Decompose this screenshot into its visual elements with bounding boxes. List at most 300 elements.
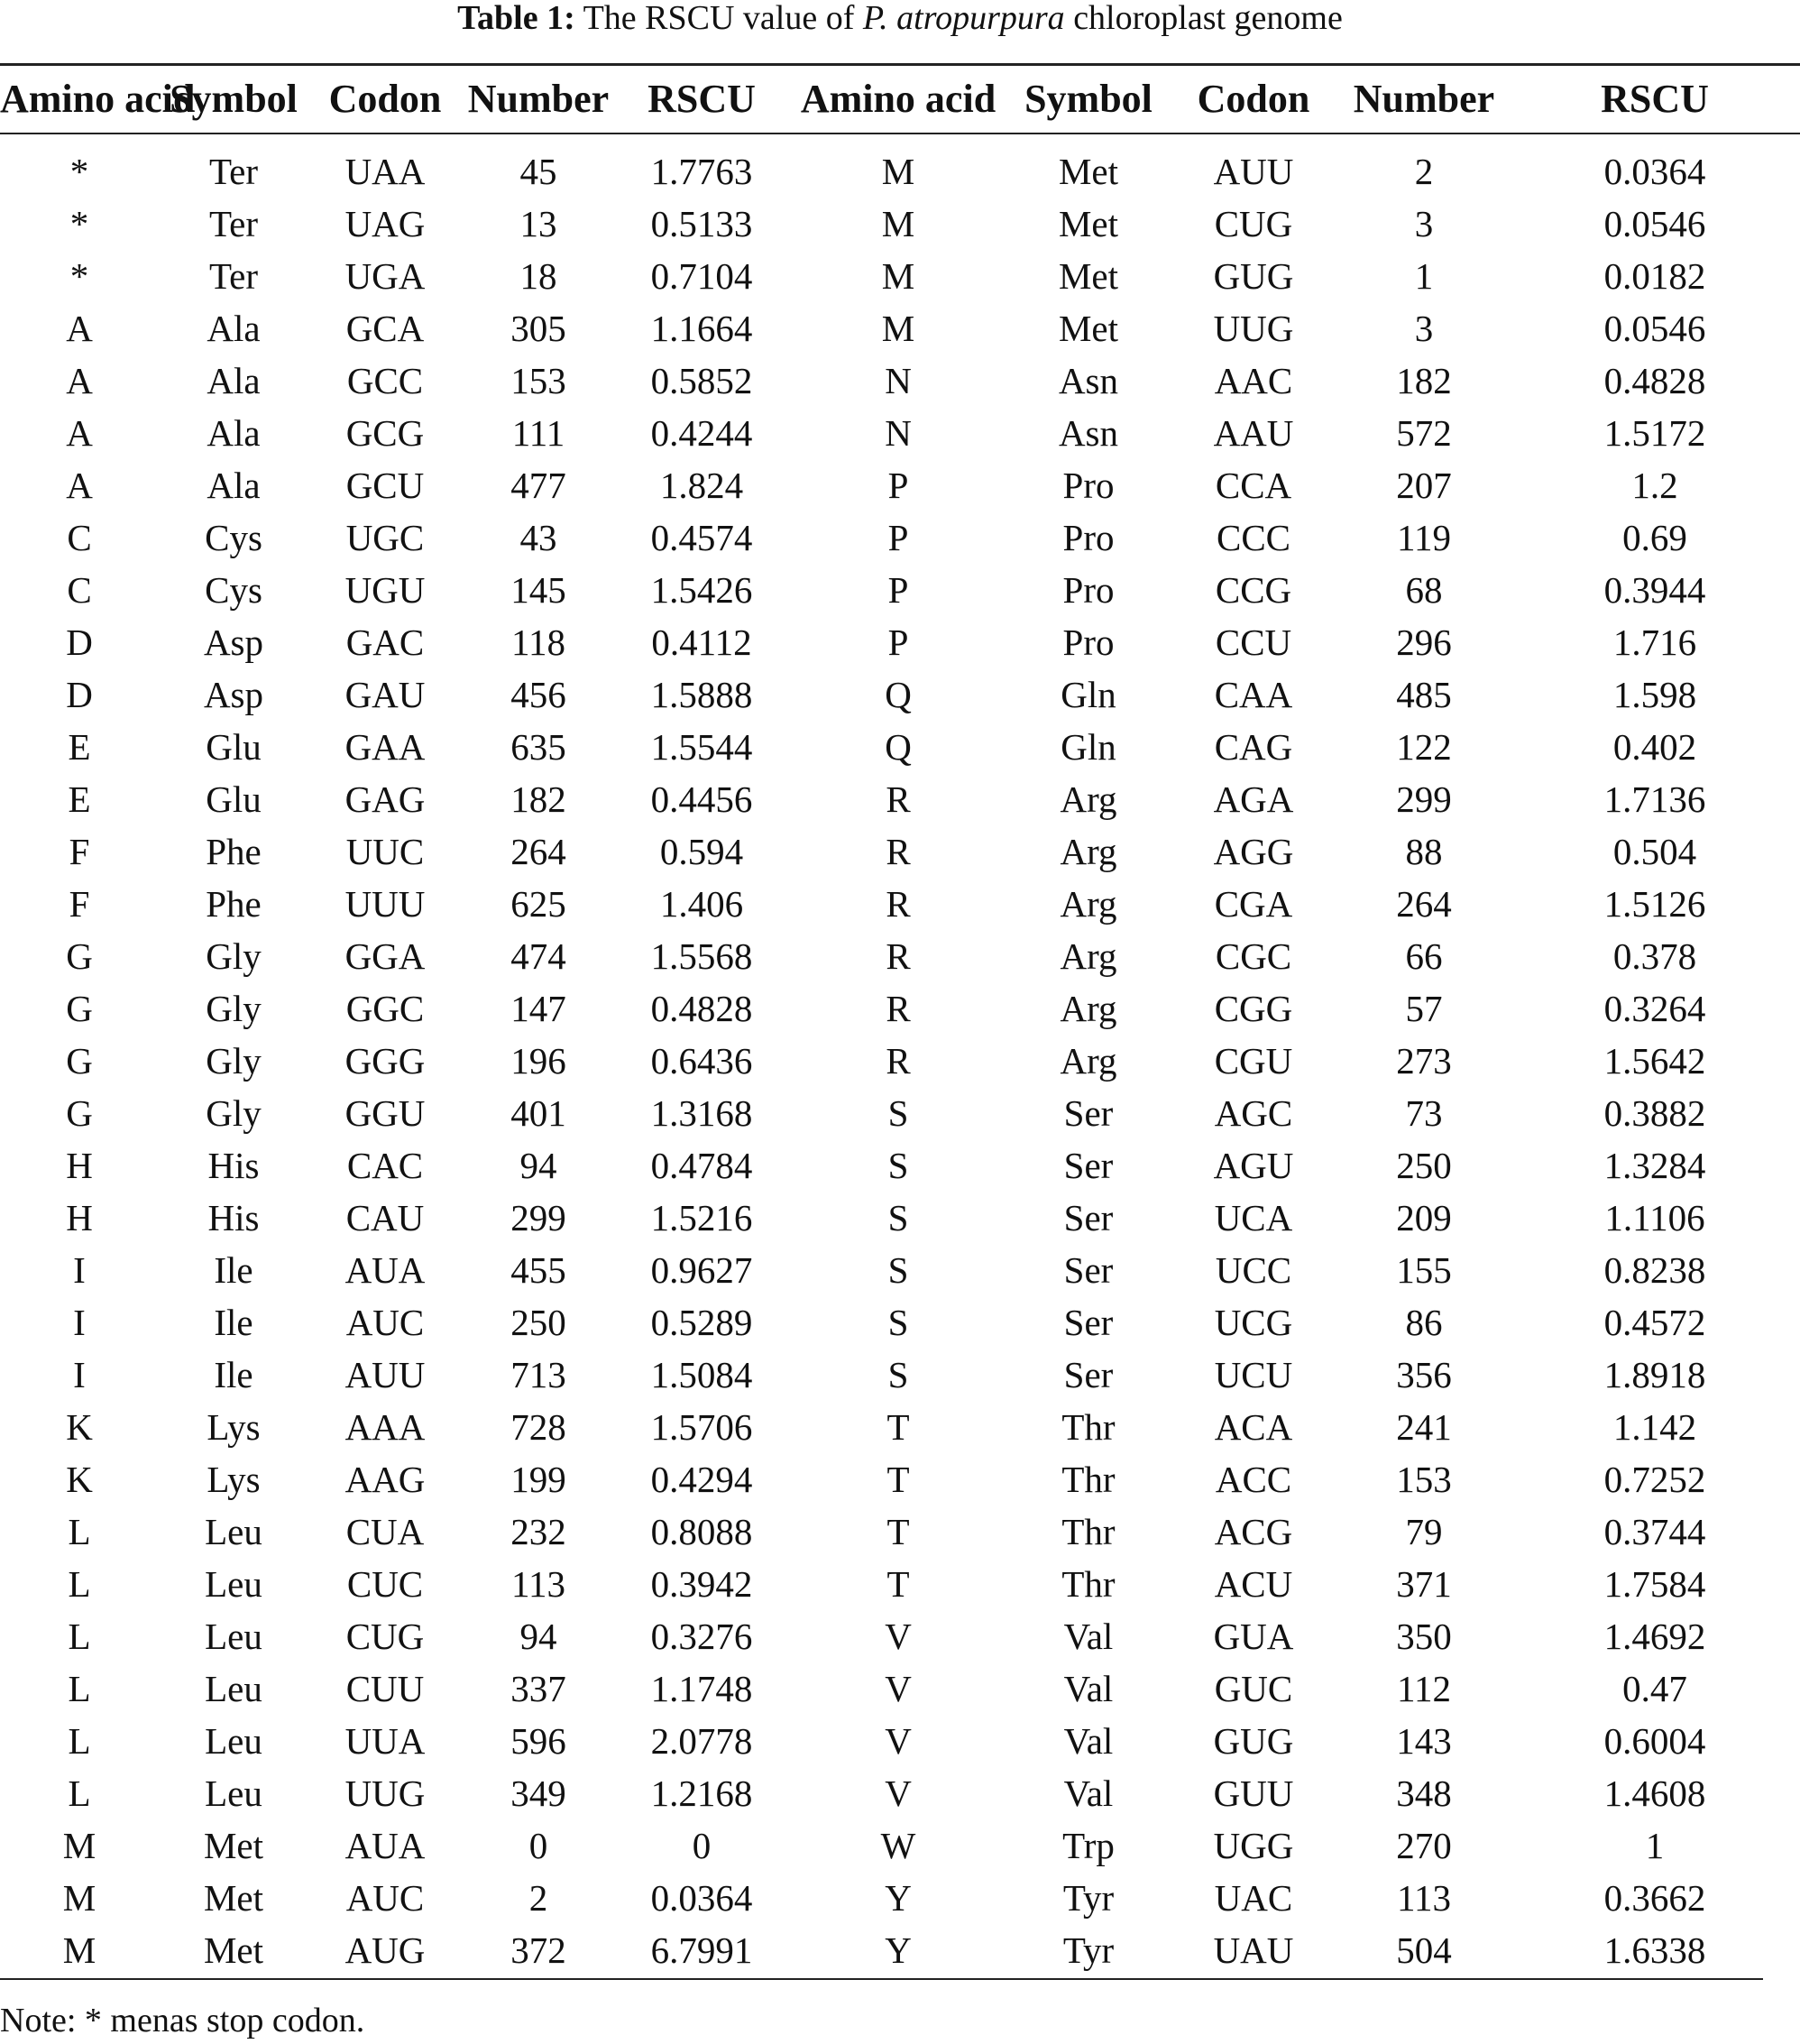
cell-amino-acid: D xyxy=(66,674,93,715)
cell-rscu-2: 0.0364 xyxy=(1603,151,1706,192)
cell-codon: GAU xyxy=(344,674,426,715)
header-symbol: Symbol xyxy=(170,77,298,121)
cell-number-2: 88 xyxy=(1405,831,1443,872)
cell-codon: CUG xyxy=(345,1616,425,1657)
cell-codon: GGU xyxy=(344,1092,426,1134)
cell-amino-acid: * xyxy=(69,203,89,244)
cell-symbol: Ile xyxy=(214,1249,253,1291)
cell-amino-acid-2: T xyxy=(886,1459,910,1500)
table-row xyxy=(0,1035,1800,1087)
cell-codon: AUG xyxy=(344,1929,426,1971)
cell-rscu-2: 1.8918 xyxy=(1603,1354,1706,1395)
cell-codon: UGU xyxy=(344,569,426,611)
cell-amino-acid: A xyxy=(66,465,93,506)
cell-amino-acid: L xyxy=(68,1668,91,1709)
cell-amino-acid-2: Y xyxy=(885,1929,912,1971)
cell-rscu: 1.5568 xyxy=(650,935,753,977)
cell-rscu-2: 0.3662 xyxy=(1603,1877,1706,1919)
cell-rscu-2: 1.142 xyxy=(1612,1406,1697,1448)
cell-rscu: 1.1664 xyxy=(650,308,753,349)
cell-codon-2: UAU xyxy=(1213,1929,1294,1971)
header-codon: Codon xyxy=(328,77,442,121)
table-row xyxy=(0,1087,1800,1139)
cell-amino-acid-2: S xyxy=(887,1249,909,1291)
cell-symbol-2: Ser xyxy=(1063,1145,1114,1186)
cell-number-2: 270 xyxy=(1396,1825,1452,1866)
caption-species: P. atropurpura xyxy=(862,0,1065,37)
cell-codon: UUA xyxy=(344,1720,426,1762)
cell-symbol-2: Ser xyxy=(1063,1092,1114,1134)
cell-number: 305 xyxy=(510,308,566,349)
cell-rscu-2: 0.4572 xyxy=(1603,1302,1706,1343)
cell-symbol-2: Met xyxy=(1058,151,1119,192)
cell-symbol: Glu xyxy=(206,778,262,820)
cell-codon-2: AUU xyxy=(1213,151,1294,192)
cell-amino-acid-2: S xyxy=(887,1092,909,1134)
cell-codon-2: UCG xyxy=(1214,1302,1293,1343)
cell-rscu-2: 0.3264 xyxy=(1603,988,1706,1029)
cell-codon-2: CUG xyxy=(1214,203,1293,244)
cell-amino-acid: A xyxy=(66,308,93,349)
cell-rscu: 0.3942 xyxy=(650,1563,753,1605)
cell-rscu: 1.1748 xyxy=(650,1668,753,1709)
header-codon-2: Codon xyxy=(1197,77,1310,121)
cell-codon: CUC xyxy=(346,1563,424,1605)
cell-symbol: Ter xyxy=(208,151,259,192)
cell-symbol: His xyxy=(207,1145,260,1186)
cell-codon-2: CGG xyxy=(1214,988,1293,1029)
table-row xyxy=(0,1924,1800,1976)
cell-number-2: 296 xyxy=(1396,621,1452,663)
cell-codon-2: AGU xyxy=(1213,1145,1294,1186)
cell-number: 372 xyxy=(510,1929,566,1971)
cell-codon-2: ACA xyxy=(1214,1406,1293,1448)
cell-symbol-2: Ser xyxy=(1063,1249,1114,1291)
cell-amino-acid: H xyxy=(66,1145,93,1186)
cell-number: 401 xyxy=(510,1092,566,1134)
cell-rscu-2: 1.1106 xyxy=(1604,1197,1705,1238)
cell-rscu: 1.3168 xyxy=(650,1092,753,1134)
cell-rscu-2: 1.7136 xyxy=(1603,778,1706,820)
cell-symbol: His xyxy=(207,1197,260,1238)
cell-amino-acid-2: R xyxy=(886,831,911,872)
cell-amino-acid-2: T xyxy=(886,1406,910,1448)
cell-amino-acid-2: R xyxy=(886,1040,911,1082)
cell-amino-acid-2: V xyxy=(885,1720,912,1762)
cell-rscu: 1.7763 xyxy=(650,151,753,192)
cell-amino-acid-2: R xyxy=(886,935,911,977)
cell-number: 596 xyxy=(510,1720,566,1762)
cell-rscu: 0.3276 xyxy=(650,1616,753,1657)
cell-codon: UUG xyxy=(344,1772,426,1814)
cell-codon-2: UGG xyxy=(1213,1825,1294,1866)
cell-symbol-2: Pro xyxy=(1062,569,1115,611)
cell-number-2: 66 xyxy=(1405,935,1443,977)
cell-amino-acid-2: V xyxy=(885,1668,912,1709)
cell-amino-acid: C xyxy=(67,569,92,611)
caption-text-after: chloroplast genome xyxy=(1064,0,1343,37)
cell-amino-acid: A xyxy=(66,360,93,401)
cell-symbol: Asp xyxy=(203,674,264,715)
cell-codon: AUA xyxy=(344,1825,426,1866)
cell-codon-2: CGA xyxy=(1214,883,1293,925)
cell-amino-acid: E xyxy=(68,726,91,768)
header-amino-acid: Amino acid xyxy=(0,77,196,121)
cell-number-2: 122 xyxy=(1396,726,1452,768)
table-row xyxy=(0,1139,1800,1192)
table-row xyxy=(0,930,1800,982)
cell-codon: UAA xyxy=(344,151,426,192)
cell-codon: AUC xyxy=(345,1302,425,1343)
table-row xyxy=(0,511,1800,564)
cell-number-2: 250 xyxy=(1396,1145,1452,1186)
cell-codon: UUC xyxy=(345,831,425,872)
cell-rscu-2: 0.3744 xyxy=(1603,1511,1706,1552)
cell-amino-acid: L xyxy=(68,1511,91,1552)
table-row xyxy=(0,1453,1800,1505)
cell-amino-acid: G xyxy=(66,1092,93,1134)
cell-codon: AUC xyxy=(345,1877,425,1919)
cell-amino-acid-2: M xyxy=(881,255,915,297)
cell-number-2: 350 xyxy=(1396,1616,1452,1657)
cell-rscu: 0 xyxy=(692,1825,712,1866)
cell-number: 94 xyxy=(519,1616,557,1657)
cell-amino-acid-2: T xyxy=(886,1511,910,1552)
cell-codon: CAC xyxy=(346,1145,424,1186)
cell-amino-acid: I xyxy=(73,1249,86,1291)
header-amino-acid-2: Amino acid xyxy=(800,77,996,121)
cell-symbol-2: Asn xyxy=(1058,360,1119,401)
cell-codon-2: CCC xyxy=(1216,517,1291,558)
cell-amino-acid-2: Q xyxy=(885,726,912,768)
table-row xyxy=(0,616,1800,668)
cell-rscu-2: 0.504 xyxy=(1612,831,1697,872)
cell-codon-2: CCU xyxy=(1215,621,1292,663)
cell-number-2: 182 xyxy=(1396,360,1452,401)
table-label: Table 1: xyxy=(457,0,575,37)
cell-number-2: 79 xyxy=(1405,1511,1443,1552)
cell-rscu-2: 0.402 xyxy=(1612,726,1697,768)
cell-symbol: Ter xyxy=(208,203,259,244)
cell-rscu: 1.5544 xyxy=(650,726,753,768)
cell-symbol-2: Arg xyxy=(1060,778,1117,820)
table-row xyxy=(0,1296,1800,1349)
header-number: Number xyxy=(467,77,610,121)
cell-number: 153 xyxy=(510,360,566,401)
table-row xyxy=(0,354,1800,407)
cell-number: 456 xyxy=(510,674,566,715)
table-row xyxy=(0,982,1800,1035)
cell-number-2: 2 xyxy=(1414,151,1434,192)
cell-amino-acid-2: M xyxy=(881,203,915,244)
cell-amino-acid: G xyxy=(66,988,93,1029)
table-note: Note: * menas stop codon. xyxy=(0,2002,365,2039)
cell-codon-2: ACU xyxy=(1214,1563,1293,1605)
cell-amino-acid: K xyxy=(66,1459,93,1500)
cell-number-2: 143 xyxy=(1396,1720,1452,1762)
cell-symbol: Met xyxy=(203,1825,264,1866)
caption-text-before: The RSCU value of xyxy=(574,0,863,37)
cell-rscu: 0.4294 xyxy=(650,1459,753,1500)
table-row xyxy=(0,1819,1800,1872)
cell-number: 0 xyxy=(528,1825,548,1866)
cell-codon: CUU xyxy=(345,1668,425,1709)
cell-amino-acid-2: M xyxy=(881,151,915,192)
cell-symbol: Leu xyxy=(205,1511,262,1552)
cell-number: 232 xyxy=(510,1511,566,1552)
cell-symbol: Ile xyxy=(214,1354,253,1395)
cell-rscu: 1.824 xyxy=(659,465,744,506)
cell-number-2: 273 xyxy=(1396,1040,1452,1082)
header-number-2: Number xyxy=(1353,77,1495,121)
cell-symbol-2: Tyr xyxy=(1062,1929,1115,1971)
cell-rscu-2: 1.2 xyxy=(1631,465,1678,506)
cell-amino-acid-2: P xyxy=(887,517,909,558)
cell-codon: GAC xyxy=(345,621,425,663)
cell-amino-acid: D xyxy=(66,621,93,663)
cell-amino-acid: L xyxy=(68,1563,91,1605)
table-row xyxy=(0,1192,1800,1244)
cell-rscu: 0.4244 xyxy=(650,412,753,454)
cell-rscu: 1.406 xyxy=(659,883,744,925)
cell-symbol: Cys xyxy=(205,569,262,611)
cell-number: 477 xyxy=(510,465,566,506)
cell-symbol: Ile xyxy=(214,1302,253,1343)
cell-rscu: 0.594 xyxy=(659,831,744,872)
cell-amino-acid-2: P xyxy=(887,465,909,506)
cell-number: 147 xyxy=(510,988,566,1029)
table-row xyxy=(0,1662,1800,1715)
cell-number: 199 xyxy=(510,1459,566,1500)
cell-amino-acid: * xyxy=(69,151,89,192)
header-row xyxy=(0,65,1800,134)
cell-number: 111 xyxy=(511,412,565,454)
table-row xyxy=(0,1767,1800,1819)
table-row xyxy=(0,1715,1800,1767)
cell-amino-acid-2: V xyxy=(885,1772,912,1814)
cell-codon: GGG xyxy=(344,1040,426,1082)
cell-number-2: 1 xyxy=(1414,255,1434,297)
cell-symbol: Phe xyxy=(206,831,262,872)
cell-symbol: Lys xyxy=(207,1406,261,1448)
table-caption xyxy=(0,0,1800,36)
table-row xyxy=(0,721,1800,773)
cell-symbol: Gly xyxy=(206,1040,262,1082)
cell-number: 145 xyxy=(510,569,566,611)
table-bottom-rule xyxy=(0,1978,1763,1980)
cell-rscu: 0.8088 xyxy=(650,1511,753,1552)
cell-rscu: 1.5216 xyxy=(650,1197,753,1238)
cell-amino-acid: G xyxy=(66,935,93,977)
cell-codon-2: GUC xyxy=(1214,1668,1293,1709)
cell-codon-2: CCA xyxy=(1215,465,1292,506)
cell-amino-acid: L xyxy=(68,1616,91,1657)
cell-number: 625 xyxy=(510,883,566,925)
cell-symbol-2: Arg xyxy=(1060,988,1117,1029)
cell-codon-2: CGC xyxy=(1215,935,1292,977)
cell-amino-acid-2: R xyxy=(886,883,911,925)
header-rscu-2: RSCU xyxy=(1601,77,1709,121)
cell-rscu-2: 0.0546 xyxy=(1603,203,1706,244)
cell-rscu-2: 1.7584 xyxy=(1603,1563,1706,1605)
cell-symbol-2: Gln xyxy=(1061,674,1116,715)
table-row xyxy=(0,1349,1800,1401)
cell-symbol-2: Thr xyxy=(1061,1511,1116,1552)
table-row xyxy=(0,134,1800,198)
cell-rscu: 1.5706 xyxy=(650,1406,753,1448)
cell-symbol: Met xyxy=(203,1877,264,1919)
cell-rscu-2: 0.69 xyxy=(1622,517,1687,558)
cell-codon-2: AGA xyxy=(1213,778,1294,820)
cell-codon-2: AAC xyxy=(1214,360,1293,401)
cell-number: 299 xyxy=(510,1197,566,1238)
table-row xyxy=(0,1244,1800,1296)
header-rscu: RSCU xyxy=(647,77,756,121)
cell-rscu: 2.0778 xyxy=(650,1720,753,1762)
cell-rscu-2: 1.716 xyxy=(1612,621,1697,663)
cell-symbol: Ala xyxy=(207,308,261,349)
cell-symbol-2: Ser xyxy=(1063,1302,1114,1343)
cell-codon: CUA xyxy=(345,1511,425,1552)
cell-rscu: 0.5289 xyxy=(650,1302,753,1343)
table-row xyxy=(0,878,1800,930)
cell-symbol: Leu xyxy=(205,1772,262,1814)
cell-number-2: 3 xyxy=(1414,203,1434,244)
cell-amino-acid: M xyxy=(62,1929,96,1971)
cell-symbol-2: Ser xyxy=(1063,1197,1114,1238)
cell-symbol: Leu xyxy=(205,1720,262,1762)
table-row xyxy=(0,668,1800,721)
cell-number-2: 86 xyxy=(1405,1302,1443,1343)
cell-codon: AAA xyxy=(344,1406,426,1448)
cell-codon-2: CAA xyxy=(1214,674,1293,715)
cell-codon: CAU xyxy=(345,1197,425,1238)
cell-number: 264 xyxy=(510,831,566,872)
cell-rscu-2: 1.5126 xyxy=(1603,883,1706,925)
table-row xyxy=(0,198,1800,250)
cell-amino-acid: * xyxy=(69,255,89,297)
cell-amino-acid-2: P xyxy=(887,569,909,611)
cell-symbol-2: Asn xyxy=(1058,412,1119,454)
cell-codon: AAG xyxy=(344,1459,426,1500)
cell-rscu-2: 0.8238 xyxy=(1603,1249,1706,1291)
cell-symbol: Ala xyxy=(207,360,261,401)
cell-amino-acid-2: S xyxy=(887,1302,909,1343)
cell-amino-acid-2: M xyxy=(881,308,915,349)
cell-symbol-2: Pro xyxy=(1062,465,1115,506)
cell-amino-acid-2: V xyxy=(885,1616,912,1657)
cell-codon-2: UAC xyxy=(1214,1877,1293,1919)
cell-codon-2: CGU xyxy=(1214,1040,1293,1082)
table-row xyxy=(0,302,1800,354)
cell-number: 45 xyxy=(519,151,557,192)
cell-symbol: Cys xyxy=(205,517,262,558)
cell-amino-acid: F xyxy=(69,883,90,925)
cell-rscu: 0.7104 xyxy=(650,255,753,297)
cell-rscu: 6.7991 xyxy=(650,1929,753,1971)
cell-codon: UGA xyxy=(344,255,426,297)
cell-codon: UAG xyxy=(344,203,426,244)
cell-number: 635 xyxy=(510,726,566,768)
cell-rscu: 1.5084 xyxy=(650,1354,753,1395)
cell-rscu: 0.4574 xyxy=(650,517,753,558)
cell-number-2: 3 xyxy=(1414,308,1434,349)
cell-number: 455 xyxy=(510,1249,566,1291)
cell-codon: UGC xyxy=(345,517,425,558)
cell-rscu: 0.5852 xyxy=(650,360,753,401)
cell-amino-acid: A xyxy=(66,412,93,454)
cell-number: 250 xyxy=(510,1302,566,1343)
cell-codon: GAG xyxy=(344,778,426,820)
cell-codon-2: UCC xyxy=(1215,1249,1292,1291)
cell-codon-2: UUG xyxy=(1213,308,1294,349)
cell-number: 196 xyxy=(510,1040,566,1082)
cell-codon-2: AGG xyxy=(1213,831,1294,872)
cell-symbol-2: Met xyxy=(1058,203,1119,244)
cell-symbol-2: Thr xyxy=(1061,1459,1116,1500)
cell-symbol-2: Arg xyxy=(1060,935,1117,977)
cell-rscu-2: 1.4692 xyxy=(1603,1616,1706,1657)
cell-number-2: 209 xyxy=(1396,1197,1452,1238)
cell-symbol: Lys xyxy=(207,1459,261,1500)
cell-number: 118 xyxy=(511,621,565,663)
cell-number-2: 504 xyxy=(1396,1929,1452,1971)
cell-rscu-2: 0.0182 xyxy=(1603,255,1706,297)
cell-rscu: 1.5426 xyxy=(650,569,753,611)
cell-rscu-2: 0.0546 xyxy=(1603,308,1706,349)
cell-symbol-2: Ser xyxy=(1063,1354,1114,1395)
cell-amino-acid: I xyxy=(73,1302,86,1343)
cell-amino-acid-2: R xyxy=(886,988,911,1029)
cell-amino-acid-2: N xyxy=(885,360,912,401)
cell-symbol: Ala xyxy=(207,412,261,454)
cell-symbol-2: Thr xyxy=(1061,1563,1116,1605)
cell-rscu-2: 1 xyxy=(1645,1825,1665,1866)
table-row xyxy=(0,1558,1800,1610)
cell-codon: GCU xyxy=(345,465,425,506)
cell-symbol: Gly xyxy=(206,1092,262,1134)
cell-rscu-2: 1.3284 xyxy=(1603,1145,1706,1186)
cell-amino-acid-2: Q xyxy=(885,674,912,715)
cell-number-2: 299 xyxy=(1396,778,1452,820)
cell-rscu: 0.4112 xyxy=(651,621,752,663)
cell-symbol-2: Val xyxy=(1063,1720,1114,1762)
cell-rscu-2: 1.6338 xyxy=(1603,1929,1706,1971)
cell-number-2: 57 xyxy=(1405,988,1443,1029)
cell-symbol-2: Thr xyxy=(1061,1406,1116,1448)
cell-codon: GCC xyxy=(346,360,424,401)
cell-rscu-2: 0.47 xyxy=(1622,1668,1687,1709)
cell-rscu-2: 1.5642 xyxy=(1603,1040,1706,1082)
cell-number: 337 xyxy=(510,1668,566,1709)
cell-number-2: 485 xyxy=(1396,674,1452,715)
cell-symbol: Phe xyxy=(206,883,262,925)
table-row xyxy=(0,564,1800,616)
cell-number-2: 356 xyxy=(1396,1354,1452,1395)
cell-number-2: 348 xyxy=(1396,1772,1452,1814)
cell-symbol: Gly xyxy=(206,988,262,1029)
cell-rscu: 0.4828 xyxy=(650,988,753,1029)
cell-symbol-2: Gln xyxy=(1061,726,1116,768)
cell-rscu-2: 0.4828 xyxy=(1603,360,1706,401)
cell-rscu: 1.5888 xyxy=(650,674,753,715)
cell-rscu: 1.2168 xyxy=(650,1772,753,1814)
cell-number: 43 xyxy=(519,517,557,558)
cell-codon-2: UCA xyxy=(1214,1197,1293,1238)
cell-symbol-2: Met xyxy=(1058,255,1119,297)
cell-codon-2: ACC xyxy=(1215,1459,1292,1500)
cell-number-2: 155 xyxy=(1396,1249,1452,1291)
